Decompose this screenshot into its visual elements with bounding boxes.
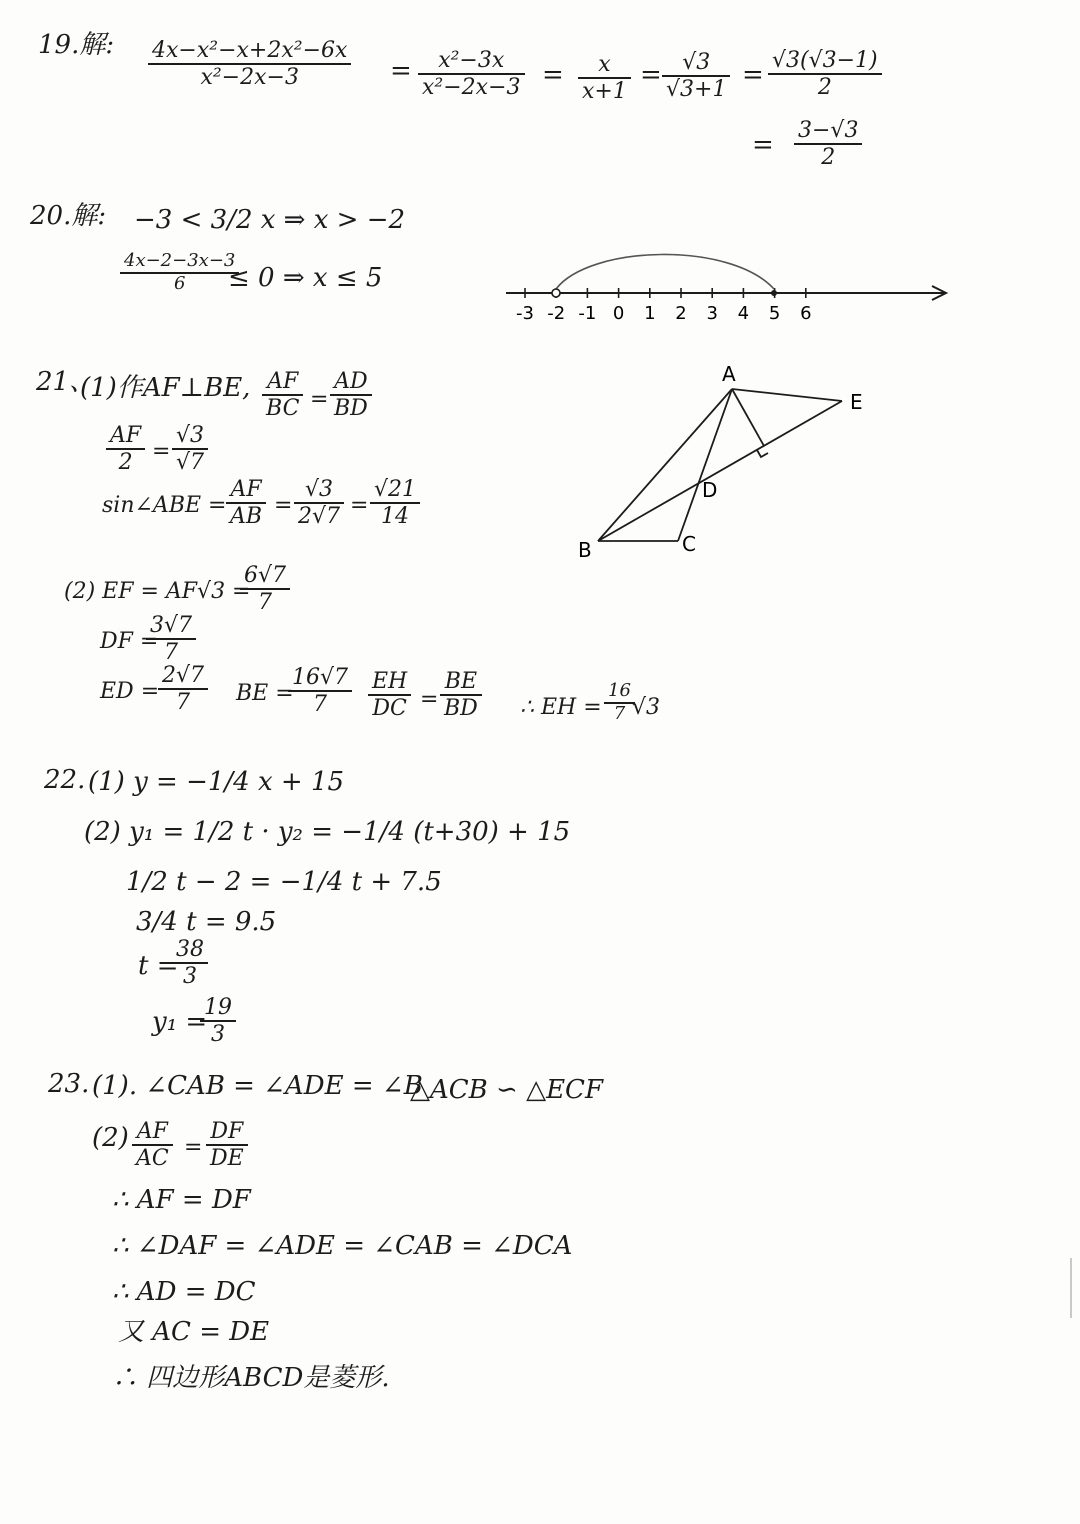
sin-ab: AB bbox=[226, 502, 266, 529]
ratio-be: BE bbox=[444, 669, 478, 694]
q21-eq-1: = bbox=[310, 387, 329, 412]
number-line-tick-label: 2 bbox=[675, 303, 687, 324]
ef-den: 7 bbox=[240, 588, 290, 615]
label-a: A bbox=[722, 362, 736, 386]
ratio-af-2-den: 2 bbox=[106, 448, 145, 475]
q21-df-value bbox=[146, 613, 196, 666]
sin-af: AF bbox=[230, 477, 262, 502]
q22-label: 22. bbox=[44, 765, 86, 795]
ratio-eh: EH bbox=[372, 669, 408, 694]
q19-f4-denominator: √3+1 bbox=[662, 75, 730, 102]
be-den: 7 bbox=[288, 690, 352, 717]
q19-f5-denominator: 2 bbox=[768, 73, 882, 100]
q21-ef-value bbox=[240, 563, 290, 616]
q22-line-3: 1/2 t − 2 = −1/4 t + 7.5 bbox=[126, 867, 442, 897]
ratio-bc: BC bbox=[262, 394, 303, 421]
q19-f2-numerator: x²−3x bbox=[438, 48, 505, 73]
q22-t-value bbox=[172, 937, 208, 990]
be-num: 16√7 bbox=[292, 665, 349, 690]
ratio-df-23: DF bbox=[210, 1119, 244, 1144]
q21-ratio-af-2 bbox=[106, 423, 145, 476]
eh-num: 16 bbox=[608, 680, 631, 701]
segment-ae bbox=[732, 389, 842, 401]
q19-fraction-3 bbox=[578, 52, 631, 105]
number-line-tick-label: 6 bbox=[800, 303, 812, 324]
q20-line-1: −3 < 3/2 x ⇒ x > −2 bbox=[134, 205, 406, 235]
q21-ed-label: ED = bbox=[100, 679, 160, 704]
q23-ratio-af-ac bbox=[132, 1119, 173, 1172]
q19-equals-1: = bbox=[390, 56, 412, 86]
q23-line-7: ∴ 四边形ABCD是菱形. bbox=[112, 1363, 390, 1393]
q20-number-line bbox=[500, 245, 960, 325]
ratio-root3: √3 bbox=[176, 423, 205, 448]
question-20 bbox=[0, 185, 1080, 345]
q19-f1-denominator: x²−2x−3 bbox=[148, 63, 351, 90]
q21-df-label: DF = bbox=[100, 629, 159, 654]
ratio-de-23: DE bbox=[206, 1144, 248, 1171]
q21-sin-label: sin∠ABE = bbox=[102, 493, 227, 518]
ratio-bd-2: BD bbox=[440, 694, 482, 721]
number-line-tick-label: -2 bbox=[547, 303, 566, 324]
q22-line-6-label: y₁ = bbox=[152, 1007, 208, 1037]
q21-ratio-eh-dc bbox=[368, 669, 411, 722]
q19-equals-5: = bbox=[752, 130, 774, 160]
q23-line-6: 又 AC = DE bbox=[118, 1317, 270, 1347]
q21-conclusion-tail: √3 bbox=[632, 695, 661, 720]
q21-sin-result bbox=[370, 477, 420, 530]
q21-sin-root3-2root7 bbox=[294, 477, 344, 530]
number-line-tick-label: 3 bbox=[706, 303, 718, 324]
q21-part-2-intro: (2) EF = AF√3 = bbox=[64, 579, 251, 604]
ef-num: 6√7 bbox=[244, 563, 287, 588]
number-line-tick-label: 5 bbox=[768, 303, 781, 324]
q23-line-1-right: △ACB ∽ △ECF bbox=[410, 1075, 603, 1105]
sin-2root7: 2√7 bbox=[294, 502, 344, 529]
q21-be-label: BE = bbox=[236, 681, 294, 706]
df-den: 7 bbox=[146, 638, 196, 665]
t-num: 38 bbox=[176, 937, 204, 962]
eh-den: 7 bbox=[604, 702, 635, 725]
q21-sin-eq-2: = bbox=[350, 493, 369, 518]
ratio-af-2-num: AF bbox=[110, 423, 142, 448]
q19-fraction-6 bbox=[794, 118, 862, 171]
ratio-ac-23: AC bbox=[132, 1144, 173, 1171]
label-e: E bbox=[850, 390, 863, 414]
solution-arc bbox=[556, 254, 774, 289]
q21-part-1-intro: (1)作AF⊥BE, bbox=[80, 373, 251, 403]
ratio-bd: BD bbox=[330, 394, 372, 421]
question-21 bbox=[0, 345, 1080, 745]
q21-ratio-ad-bd bbox=[330, 369, 372, 422]
segment-af bbox=[732, 389, 764, 446]
question-22 bbox=[0, 745, 1080, 1055]
q19-fraction-1 bbox=[148, 38, 351, 91]
q21-conclusion-frac bbox=[604, 681, 635, 724]
q21-ratio-be-bd bbox=[440, 669, 482, 722]
number-line-tick-label: 4 bbox=[737, 303, 750, 324]
segment-ab bbox=[598, 389, 732, 541]
y1-den: 3 bbox=[200, 1020, 236, 1047]
q22-line-1: (1) y = −1/4 x + 15 bbox=[88, 767, 345, 797]
q19-f6-numerator: 3−√3 bbox=[798, 118, 859, 143]
q19-f4-numerator: √3 bbox=[682, 50, 711, 75]
q20-label: 20.解: bbox=[30, 201, 107, 231]
q23-label: 23. bbox=[48, 1069, 90, 1099]
q19-f3-numerator: x bbox=[598, 52, 611, 77]
q21-geometry-diagram bbox=[560, 355, 880, 575]
segment-ac bbox=[678, 389, 732, 541]
q19-equals-3: = bbox=[640, 60, 662, 90]
q23-ratio-df-de bbox=[206, 1119, 248, 1172]
closed-point-5 bbox=[771, 290, 777, 296]
q21-be-value bbox=[288, 665, 352, 718]
ratio-root7: √7 bbox=[172, 448, 208, 475]
q19-f2-denominator: x²−2x−3 bbox=[418, 73, 525, 100]
q23-line-3: ∴ AF = DF bbox=[112, 1185, 251, 1215]
number-line-tick-label: -1 bbox=[578, 303, 597, 324]
sin-root21: √21 bbox=[374, 477, 417, 502]
q19-f3-denominator: x+1 bbox=[578, 77, 631, 104]
scan-edge-mark bbox=[1070, 1258, 1072, 1318]
q20-line-2: ≤ 0 ⇒ x ≤ 5 bbox=[228, 263, 383, 293]
label-b: B bbox=[578, 538, 592, 562]
q19-f6-denominator: 2 bbox=[794, 143, 862, 170]
q19-f1-numerator: 4x−x²−x+2x²−6x bbox=[152, 38, 348, 63]
question-19 bbox=[0, 0, 1080, 185]
sin-root3: √3 bbox=[305, 477, 334, 502]
q23-line-4: ∴ ∠DAF = ∠ADE = ∠CAB = ∠DCA bbox=[112, 1231, 573, 1261]
q21-eq-2: = bbox=[152, 439, 171, 464]
q23-line-1: (1). ∠CAB = ∠ADE = ∠B bbox=[92, 1071, 423, 1101]
q19-equals-2: = bbox=[542, 60, 564, 90]
q23-eq: = bbox=[184, 1135, 203, 1160]
t-den: 3 bbox=[172, 962, 208, 989]
y1-num: 19 bbox=[204, 995, 232, 1020]
q19-equals-4: = bbox=[742, 60, 764, 90]
q19-fraction-2 bbox=[418, 48, 525, 101]
q20-f-numerator: 4x−2−3x−3 bbox=[124, 250, 236, 271]
ed-den: 7 bbox=[158, 688, 208, 715]
ratio-dc: DC bbox=[368, 694, 411, 721]
q21-sin-af-ab bbox=[226, 477, 266, 530]
question-23 bbox=[0, 1055, 1080, 1415]
q19-fraction-5 bbox=[768, 48, 882, 101]
number-line-tick-label: 1 bbox=[644, 303, 656, 324]
ratio-af-23: AF bbox=[136, 1119, 168, 1144]
ratio-af: AF bbox=[267, 369, 299, 394]
q21-ratio-root3-root7 bbox=[172, 423, 208, 476]
q22-line-4: 3/4 t = 9.5 bbox=[136, 907, 277, 937]
q21-conclusion-label: ∴ EH = bbox=[520, 695, 602, 720]
q21-eh-eq: = bbox=[420, 687, 439, 712]
ed-num: 2√7 bbox=[162, 663, 205, 688]
ratio-ad: AD bbox=[334, 369, 368, 394]
q20-f-denominator: 6 bbox=[120, 272, 239, 295]
df-num: 3√7 bbox=[150, 613, 193, 638]
q20-fraction bbox=[120, 251, 239, 294]
q21-ed-value bbox=[158, 663, 208, 716]
label-c: C bbox=[682, 532, 696, 556]
q23-part-2-label: (2) bbox=[92, 1123, 129, 1153]
q19-fraction-4 bbox=[662, 50, 730, 103]
label-d: D bbox=[702, 478, 718, 502]
number-line-tick-label: -3 bbox=[516, 303, 534, 324]
q19-label: 19.解: bbox=[38, 30, 115, 60]
q21-sin-eq-1: = bbox=[274, 493, 293, 518]
q22-y1-value bbox=[200, 995, 236, 1048]
q21-ratio-af-bc bbox=[262, 369, 303, 422]
q21-label: 21、 bbox=[36, 367, 96, 397]
number-line-tick-label: 0 bbox=[612, 303, 625, 324]
q22-line-5-label: t = bbox=[138, 951, 179, 981]
q23-line-5: ∴ AD = DC bbox=[112, 1277, 256, 1307]
right-angle-mark bbox=[757, 450, 768, 457]
q19-f5-numerator: √3(√3−1) bbox=[772, 48, 878, 73]
sin-14: 14 bbox=[370, 502, 420, 529]
q22-line-2: (2) y₁ = 1/2 t · y₂ = −1/4 (t+30) + 15 bbox=[84, 817, 571, 847]
open-point-minus-2 bbox=[552, 289, 560, 297]
